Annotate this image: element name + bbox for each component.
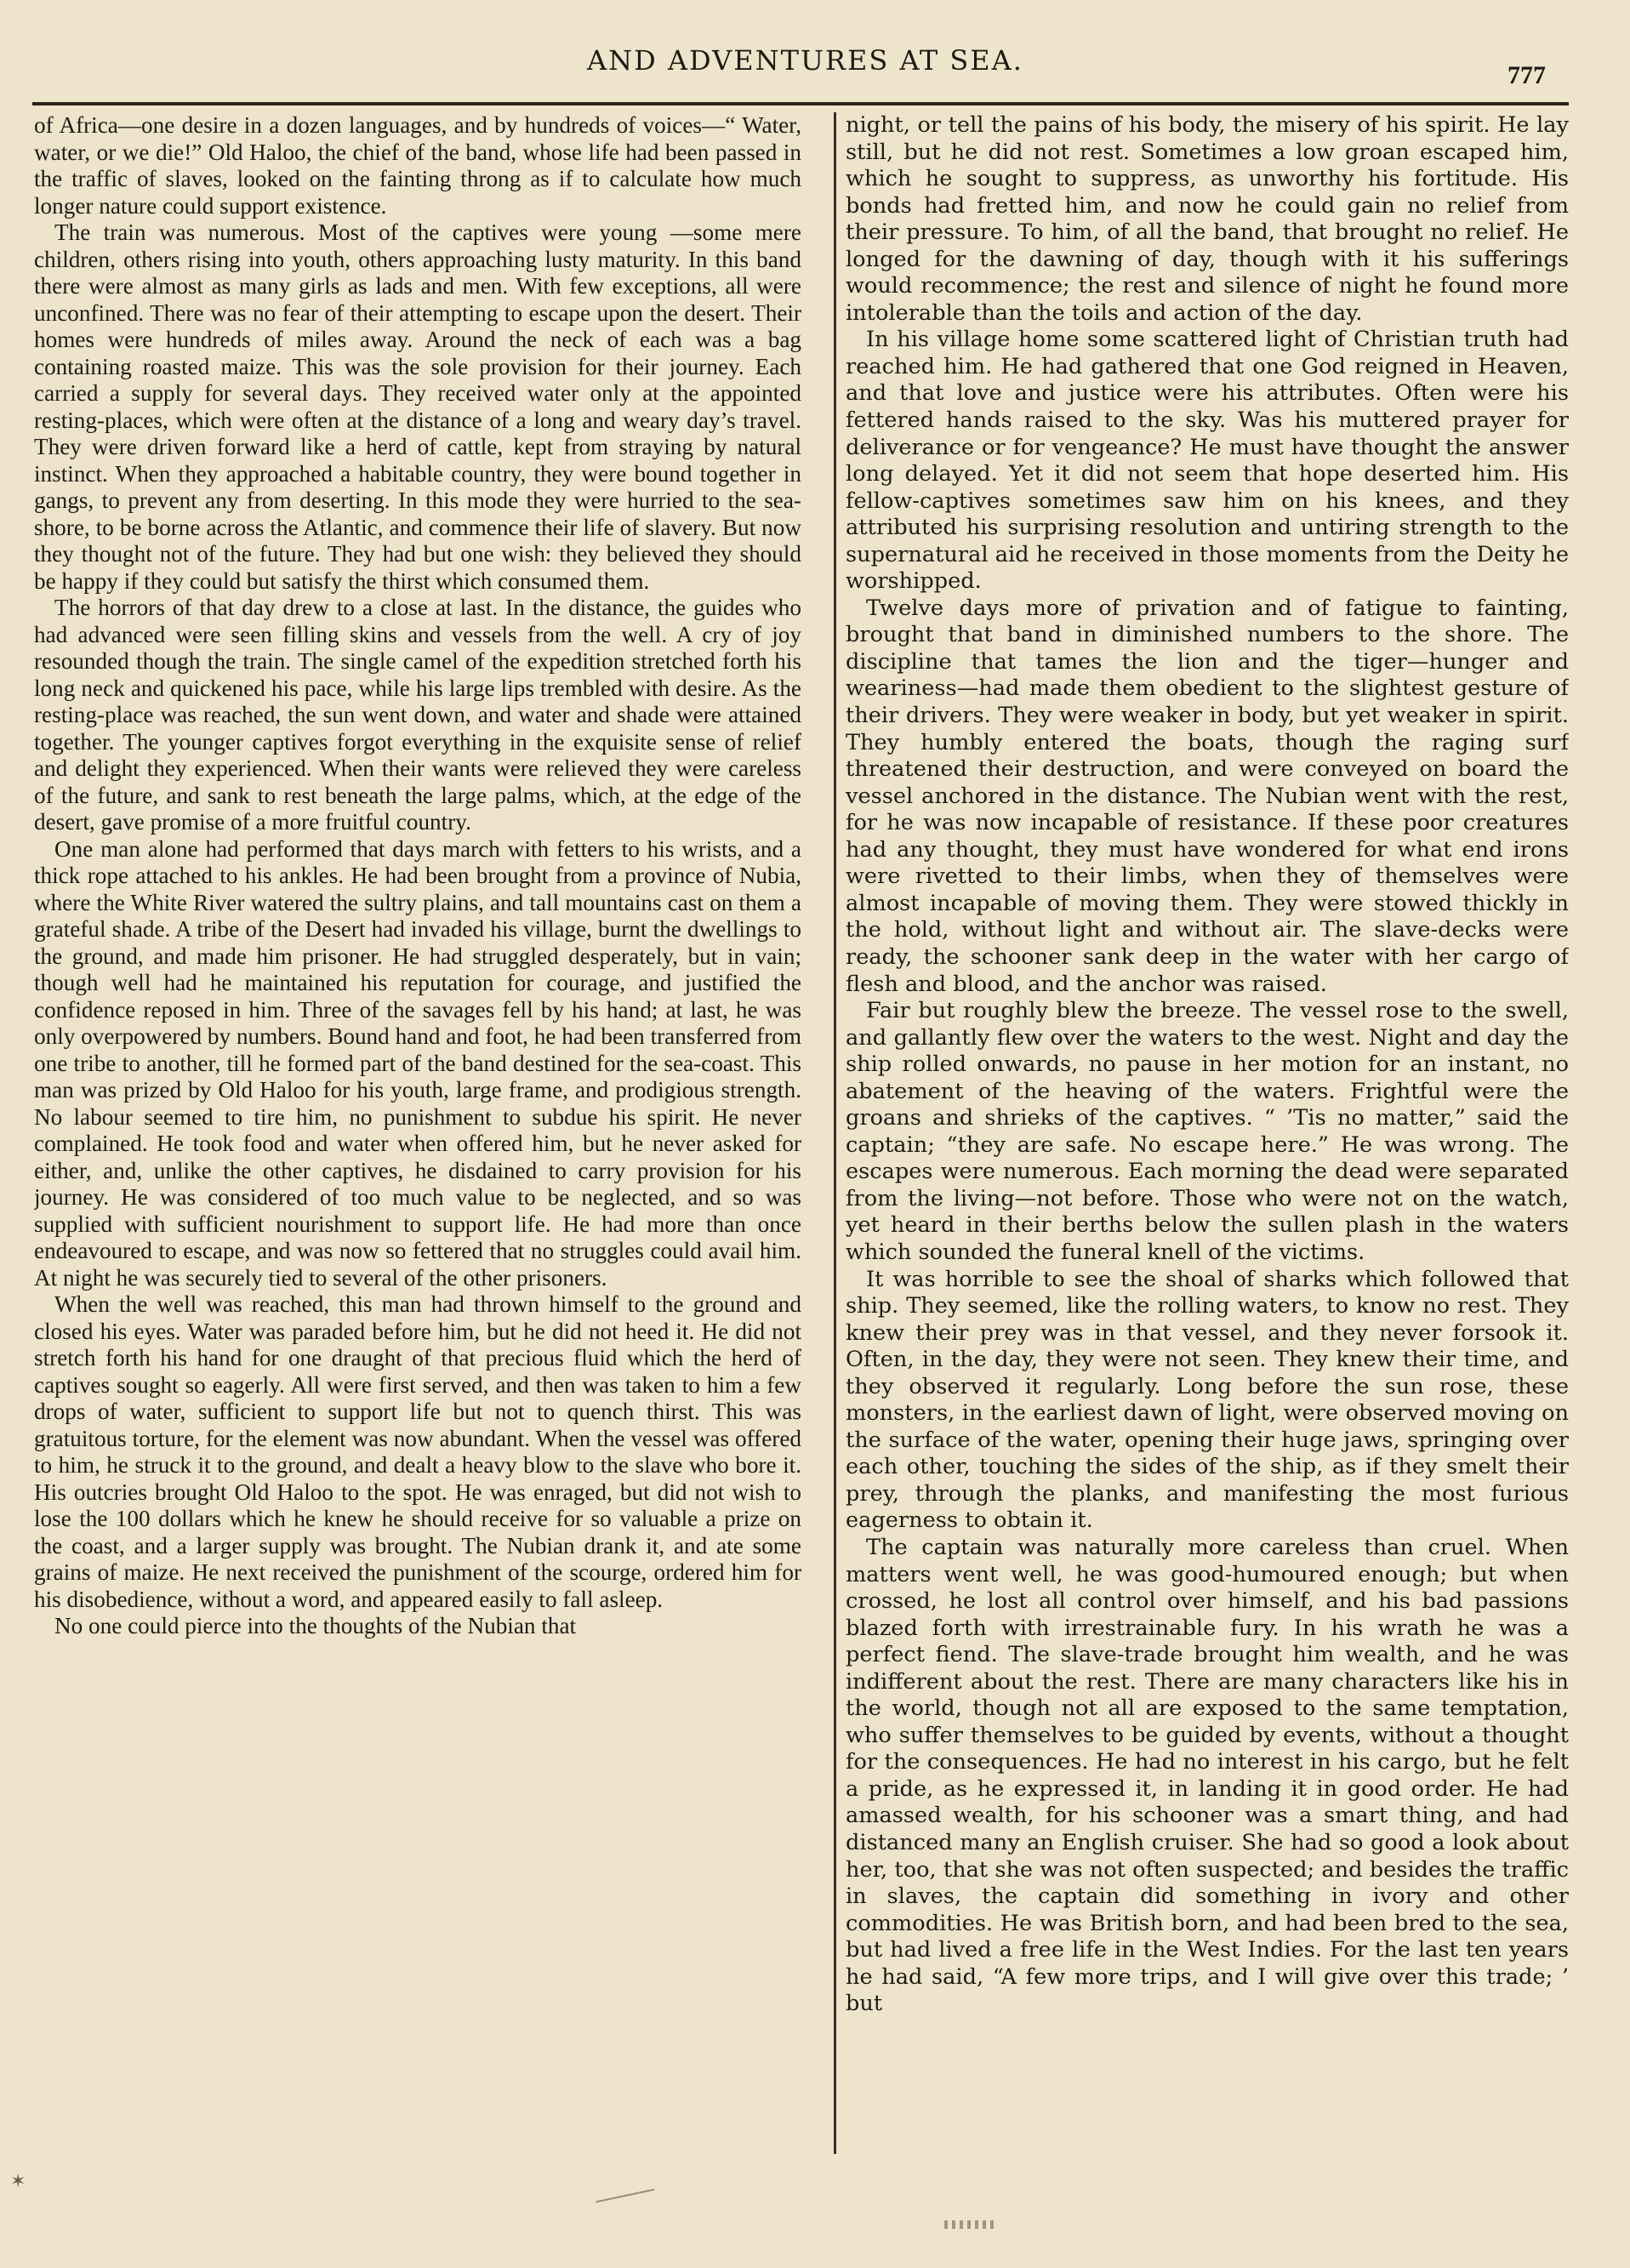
paragraph: Fair but roughly blew the breeze. The vessel rose to the swell, and gallantly flew over the waters to the west. Night and day the ship rolled onwards, no pause in her motion for an instant, no abatement of the heaving of the waters. Frightful were the groans and shrieks of the captives. “ ’Tis no matter,” said the captain; “they are safe. No escape here.” He was wrong. The escapes were numerous. Each morning the dead were separated from the living—not before. Those who were not on the watch, yet heard in their berths below the sullen plash in the waters which sounded the funeral knell of the victims. <box>846 998 1569 1265</box>
page-header <box>0 0 1630 111</box>
ink-smudge-mark: ✶ <box>10 2171 26 2192</box>
ink-smudge-mark <box>944 2220 995 2229</box>
paragraph: It was horrible to see the shoal of sharks which followed that ship. They seemed, like the rolling waters, to know no rest. They knew their prey was in that vessel, and they never forsook it. Often, in the day, they were not seen. They knew their time, and they observed it regularly. Long before the sun rose, these monsters, in the earliest dawn of light, were observed moving on the surface of the water, opening their huge jaws, springing over each other, touching the sides of the ship, as if they smelt their prey, through the planks, and manifesting the most furious eagerness to obtain it. <box>846 1266 1569 1534</box>
paragraph: The train was numerous. Most of the captives were young —some mere children, others rising into youth, others approaching lusty maturity. In this band there were almost as many girls as lads and men. With few exceptions, all were unconfined. There was no fear of their attempting to escape upon the desert. Their homes were hundreds of miles away. Around the neck of each was a bag containing roasted maize. This was the sole provision for their journey. Each carried a supply for several days. They received water only at the appointed resting-places, which were often at the distance of a long and weary day’s travel. They were driven forward like a herd of cattle, kept from straying by natural instinct. When they approached a habitable country, they were bound together in gangs, to prevent any from deserting. In this mode they were hurried to the sea-shore, to be borne across the Atlantic, and commence their life of slavery. But now they thought not of the future. They had but one wish: they believed they should be happy if they could but satisfy the thirst which consumed them. <box>34 219 801 594</box>
paragraph: One man alone had performed that days march with fetters to his wrists, and a thick rope attached to his ankles. He had been brought from a province of Nubia, where the White River watered the sultry plains, and tall mountains cast on them a grateful shade. A tribe of the Desert had invaded his village, burnt the dwellings to the ground, and made him prisoner. He had struggled desperately, but in vain; though well had he maintained his reputation for courage, and justified the confidence reposed in him. Three of the savages fell by his hand; at last, he was only overpowered by numbers. Bound hand and foot, he had been transferred from one tribe to another, till he formed part of the band destined for the sea-coast. This man was prized by Old Haloo for his youth, large frame, and prodigious strength. No labour seemed to tire him, no punishment to subdue his spirit. He never complained. He took food and water when offered him, but he never asked for either, and, unlike the other captives, he disdained to carry provision for his journey. He was considered of too much value to be neglected, and so was supplied with sufficient nourishment to support life. He had more than once endeavoured to escape, and was now so fettered that no struggles could avail him. At night he was securely tied to several of the other prisoners. <box>34 835 801 1291</box>
paragraph: When the well was reached, this man had thrown himself to the ground and closed his eyes. Water was paraded before him, but he did not heed it. He did not stretch forth his hand for one draught of that precious fluid which the herd of captives sought so eagerly. All were first served, and then was taken to him a few drops of water, sufficient to support life but not to quench thirst. This was gratuitous torture, for the element was now abundant. When the vessel was offered to him, he struck it to the ground, and dealt a heavy blow to the slave who bore it. His outcries brought Old Haloo to the spot. He was enraged, but did not wish to lose the 100 dollars which he knew he should receive for so valuable a prize on the coast, and a larger supply was brought. The Nubian drank it, and ate some grains of maize. He next received the punishment of the scourge, ordered him for his disobedience, without a word, and appeared easily to fall asleep. <box>34 1291 801 1612</box>
paragraph: The horrors of that day drew to a close at last. In the distance, the guides who had advanced were seen filling skins and vessels from the well. A cry of joy resounded though the train. The single camel of the expedition stretched forth his long neck and quickened his pace, while his large lips trembled with desire. As the resting-place was reached, the sun went down, and water and shade were attained together. The younger captives forgot everything in the exquisite sense of relief and delight they experienced. When their wants were relieved they were careless of the future, and sank to rest beneath the large palms, which, at the edge of the desert, gave promise of a more fruitful country. <box>34 595 801 835</box>
paragraph: of Africa—one desire in a dozen languages, and by hundreds of voices—“ Water, water, or we die!” Old Haloo, the chief of the band, whose life had been passed in the traffic of slaves, looked on the fainting throng as if to calculate how much longer nature could support existence. <box>34 112 801 219</box>
running-title: AND ADVENTURES AT SEA. <box>587 44 1023 77</box>
column-divider <box>834 112 836 2154</box>
ink-smudge-mark <box>596 2189 655 2203</box>
paragraph: No one could pierce into the thoughts of the Nubian that <box>54 1613 577 1638</box>
paragraph: In his village home some scattered light of Christian truth had reached him. He had gathered that one God reigned in Heaven, and that love and justice were his attributes. Often were his fettered hands raised to the sky. Was his muttered prayer for deliverance or for vengeance? He must have thought the answer long delayed. Yet it did not seem that hope deserted him. His fellow-captives sometimes saw him on his knees, and they attributed his surprising resolution and untiring strength to the supernatural aid he received in those moments from the Deity he worshipped. <box>846 327 1569 595</box>
paragraph: Twelve days more of privation and of fatigue to fainting, brought that band in diminished numbers to the shore. The discipline that tames the lion and the tiger—hunger and weariness—had made them obedient to the slightest gesture of their drivers. They were weaker in body, but yet weaker in spirit. They humbly entered the boats, though the raging surf threatened their destruction, and were conveyed on board the vessel anchored in the distance. The Nubian went with the rest, for he was now incapable of resistance. If these poor creatures had any thought, they must have wondered for what end irons were rivetted to their limbs, when they of themselves were almost incapable of moving them. They were stowed thickly in the hold, without light and without air. The slave-decks were ready, the schooner sank deep in the water with her cargo of flesh and blood, and the anchor was raised. <box>846 595 1569 997</box>
paragraph: night, or tell the pains of his body, the misery of his spirit. He lay still, but he did not rest. Sometimes a low groan escaped him, which he sought to suppress, as unworthy his fortitude. His bonds had fretted him, and now he could gain no relief from their pressure. To him, of all the band, that brought no relief. He longed for the dawning of day, though with it his sufferings would recommence; the rest and silence of night he found more intolerable than the toils and action of the day. <box>846 112 1569 326</box>
page-number: 777 <box>1507 61 1546 89</box>
paragraph: The captain was naturally more careless than cruel. When matters went well, he was good-humoured enough; but when crossed, he lost all control over himself, and his bad passions blazed forth with irrestrainable fury. In his wrath he was a perfect fiend. The slave-trade brought him wealth, and he was indifferent about the rest. There are many characters like his in the world, though not all are exposed to the same temptation, who suffer themselves to be guided by events, without a thought for the consequences. He had no interest in his cargo, but he felt a pride, as he expressed it, in landing it in good order. He had amassed wealth, for his schooner was a smart thing, and had distanced many an English cruiser. She had so good a look about her, too, that she was not often suspected; and besides the traffic in slaves, the captain did something in ivory and other commodities. He was British born, and had been bred to the sea, but had lived a free life in the West Indies. For the last ten years he had said, “A few more trips, and I will give over this trade; ’ but <box>846 1534 1569 2017</box>
header-rule <box>32 102 1569 105</box>
left-column <box>34 112 801 2171</box>
right-column <box>846 112 1569 2171</box>
